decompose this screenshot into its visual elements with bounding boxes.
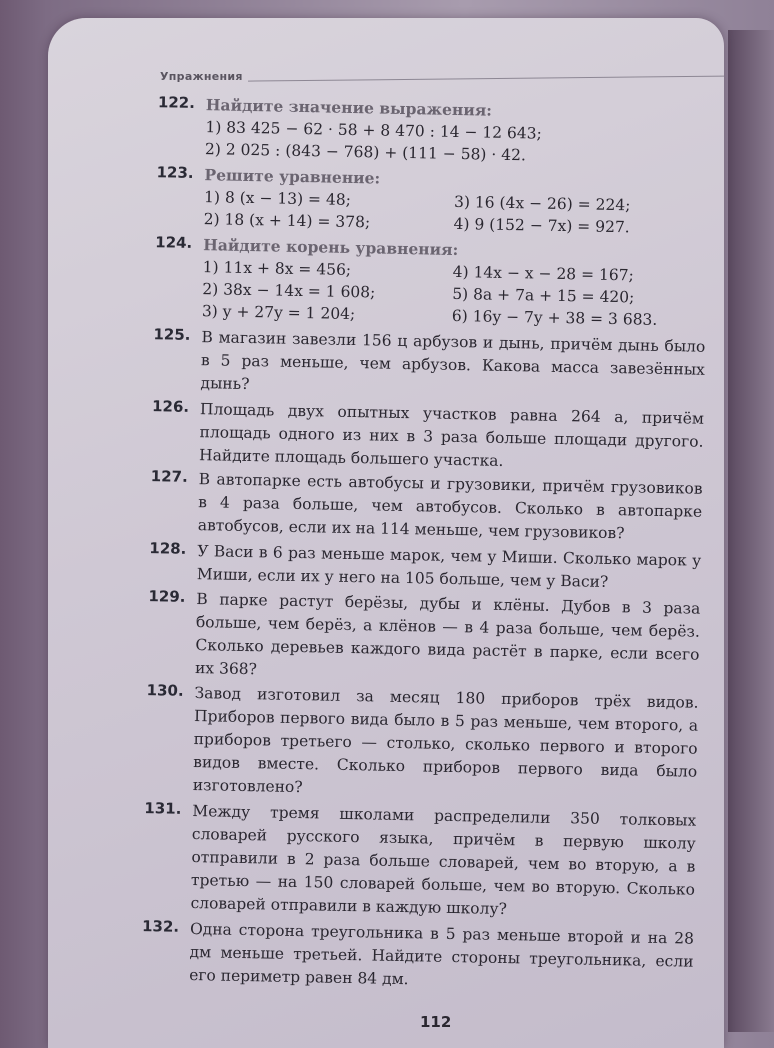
exercise-text: В парке растут берёзы, дубы и клёны. Дубов в 3 раза больше, чем берёз, а клёнов — в 4 раза больше, чем берёз. Сколько деревьев каждого вида растёт в парке, если всего их 368? [194, 590, 701, 679]
exercise-text: Между тремя школами распределили 350 толковых словарей русского языка, причём в первую школу отправили в 2 раза больше словарей, чем во вторую, а в третью — на 150 словарей больше, чем во вторую. Сколько словарей отправили в каждую школу? [190, 802, 697, 919]
expression-item: 1) 83 425 − 62 · 58 + 8 470 : 14 − 12 643; [205, 118, 543, 143]
equation-item: 2) 38x − 14x = 1 608; [202, 280, 376, 302]
exercise-text: Завод изготовил за месяц 180 приборов трёх видов. Приборов первого вида было в 5 раз меньше, чем второго, а приборов третьего — столько, сколько первого и второго видов вместе. Сколько приборов первого вида было изготовлено? [192, 684, 699, 797]
exercise-text: У Васи в 6 раз меньше марок, чем у Миши. Сколько марок у Миши, если их у него на 105 больше, чем у Васи? [196, 542, 702, 591]
exercise-number: 132. [141, 917, 180, 936]
equation-item: 1) 11x + 8x = 456; [202, 258, 352, 279]
equation-column-left [203, 186, 370, 233]
exercise-task-text: Найдите корень уравнения: [203, 235, 459, 260]
exercise-number: 128. [149, 539, 187, 558]
exercise-122 [48, 91, 724, 165]
equation-item: 5) 8a + 7a + 15 = 420; [452, 284, 635, 307]
equation-item: 3) y + 27y = 1 204; [201, 302, 356, 324]
equation-item: 4) 14x − x − 28 = 167; [452, 262, 634, 285]
equation-column-right [453, 191, 630, 238]
running-head: Упражнения [160, 70, 243, 83]
exercise-text: В автопарке есть автобусы и грузовики, причём грузовиков в 4 раза больше, чем автобусов. Сколько в автопарке автобусов, если их на 114 меньше, чем грузовиков? [197, 470, 703, 543]
equation-item: 3) 16 (4x − 26) = 224; [453, 192, 631, 215]
page-edge-shadow [728, 30, 774, 1032]
equation-item: 6) 16y − 7y + 38 = 3 683. [451, 306, 658, 329]
exercise-text: В магазин завезли 156 ц арбузов и дынь, причём дынь было в 5 раз меньше, чем арбузов. Какова масса завезённых дынь? [200, 328, 706, 394]
book-page [48, 18, 724, 1048]
exercise-number: 122. [157, 93, 196, 112]
exercise-text: Площадь двух опытных участков равна 264 а, причём площадь одного из них в 3 раза больше площади другого. Найдите площадь большего участка. [198, 400, 705, 470]
exercise-task: Найдите значение выражения: [205, 95, 493, 120]
exercise-number: 131. [144, 799, 182, 818]
exercise-number: 126. [151, 397, 190, 416]
expression-item: 2) 2 025 : (843 − 768) + (111 − 58) · 42. [204, 140, 527, 165]
page-number: 112 [420, 1013, 452, 1031]
exercise-number: 127. [150, 467, 188, 486]
exercise-task-text: Решите уравнение: [204, 165, 381, 188]
exercise-number: 125. [153, 325, 191, 344]
exercise-number: 130. [146, 681, 184, 700]
equation-item: 1) 8 (x − 13) = 48; [203, 188, 352, 209]
exercise-number: 129. [148, 587, 186, 606]
equation-column-left [202, 256, 376, 325]
equation-item: 2) 18 (x + 14) = 378; [203, 210, 371, 232]
exercise-text: Одна сторона треугольника в 5 раз меньше второй и на 28 дм меньше третьей. Найдите стороны треугольника, если его периметр равен 84 дм. [188, 920, 695, 989]
equation-column-right [452, 261, 659, 331]
exercise-number: 123. [156, 163, 194, 182]
page-content [48, 18, 724, 1048]
equation-item: 4) 9 (152 − 7x) = 927. [453, 214, 630, 237]
exercise-number: 124. [155, 233, 193, 252]
exercise-body [205, 94, 710, 170]
